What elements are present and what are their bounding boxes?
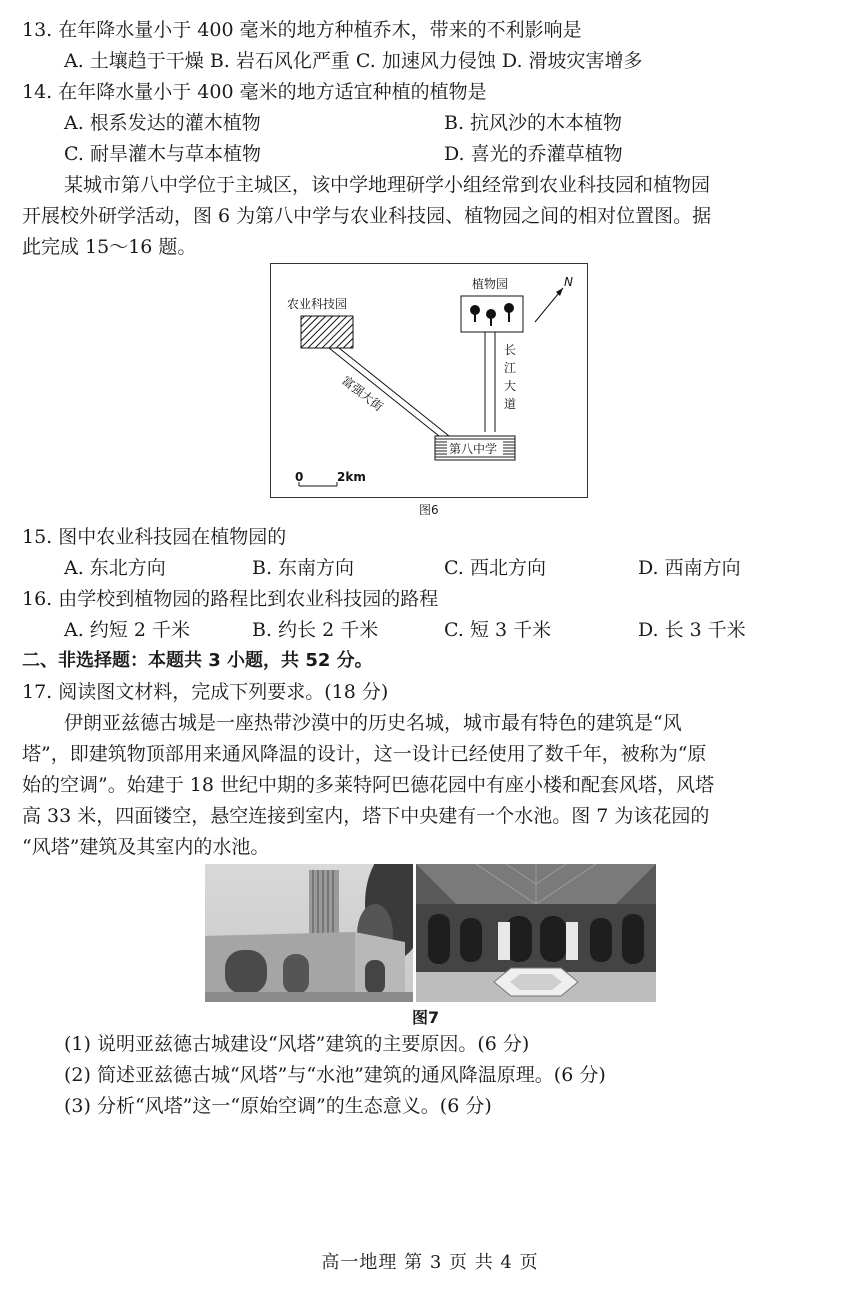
q15-option-a: A. 东北方向 xyxy=(64,557,166,579)
scale-bar xyxy=(299,482,337,486)
q15-option-b: B. 东南方向 xyxy=(252,557,355,579)
agri-park-block xyxy=(301,316,353,348)
q17-stem: 17. 阅读图文材料，完成下列要求。(18 分) xyxy=(22,681,389,703)
q15-option-c: C. 西北方向 xyxy=(444,557,546,579)
q17-para-line-1: 伊朗亚兹德古城是一座热带沙漠中的历史名城，城市最有特色的建筑是“风 xyxy=(64,712,682,734)
intro-line-3: 此完成 15～16 题。 xyxy=(22,236,197,258)
wind-tower-interior-pool-photo xyxy=(416,864,656,1002)
figure-6-map xyxy=(270,263,588,498)
section-2-heading: 二、非选择题：本题共 3 小题，共 52 分。 xyxy=(22,650,373,671)
school-label: 第八中学 xyxy=(449,442,498,456)
q14-option-a: A. 根系发达的灌木植物 xyxy=(64,112,261,134)
scale-km: 2km xyxy=(337,470,366,484)
changjiang-label-4: 道 xyxy=(504,397,517,411)
scale-zero: 0 xyxy=(295,470,304,484)
wind-tower-exterior-photo xyxy=(205,864,413,1002)
q16-option-b: B. 约长 2 千米 xyxy=(252,619,379,641)
q14-stem: 14. 在年降水量小于 400 毫米的地方适宜种植的植物是 xyxy=(22,81,487,103)
q15-option-d: D. 西南方向 xyxy=(638,557,741,579)
q17-para-line-4: 高 33 米，四面镂空，悬空连接到室内，塔下中央建有一个水池。图 7 为该花园的 xyxy=(22,805,710,827)
q17-para-line-5: “风塔”建筑及其室内的水池。 xyxy=(22,836,270,858)
intro-line-2: 开展校外研学活动，图 6 为第八中学与农业科技园、植物园之间的相对位置图。据 xyxy=(22,205,712,227)
page-footer: 高一地理 第 3 页 共 4 页 xyxy=(321,1252,539,1273)
changjiang-label-1: 长 xyxy=(504,343,517,357)
q17-para-line-3: 始的空调”。始建于 18 世纪中期的多莱特阿巴德花园中有座小楼和配套风塔，风塔 xyxy=(22,774,714,796)
fuqiang-road-edge-1 xyxy=(329,348,439,436)
q14-option-b: B. 抗风沙的木本植物 xyxy=(444,112,623,134)
q17-para-line-2: 塔”，即建筑物顶部用来通风降温的设计，这一设计已经使用了数千年，被称为“原 xyxy=(22,743,707,765)
changjiang-label-2: 江 xyxy=(504,361,517,375)
map-svg xyxy=(271,264,587,497)
q17-sub-2: (2) 简述亚兹德古城“风塔”与“水池”建筑的通风降温原理。(6 分) xyxy=(64,1064,606,1086)
q16-option-a: A. 约短 2 千米 xyxy=(64,619,190,641)
q16-stem: 16. 由学校到植物园的路程比到农业科技园的路程 xyxy=(22,588,439,610)
north-arrow-icon xyxy=(535,288,563,322)
q17-sub-1: (1) 说明亚兹德古城建设“风塔”建筑的主要原因。(6 分) xyxy=(64,1033,530,1055)
fuqiang-road-label: 富强大街 xyxy=(339,373,386,414)
intro-line-1: 某城市第八中学位于主城区，该中学地理研学小组经常到农业科技园和植物园 xyxy=(64,174,711,196)
agri-park-label: 农业科技园 xyxy=(287,297,348,311)
q17-sub-3: (3) 分析“风塔”这一“原始空调”的生态意义。(6 分) xyxy=(64,1095,492,1117)
q13-options: A. 土壤趋于干燥 B. 岩石风化严重 C. 加速风力侵蚀 D. 滑坡灾害增多 xyxy=(64,50,643,72)
north-label: N xyxy=(564,275,573,289)
changjiang-label-3: 大 xyxy=(504,379,517,393)
q13-stem: 13. 在年降水量小于 400 毫米的地方种植乔木，带来的不利影响是 xyxy=(22,19,582,41)
q14-option-c: C. 耐旱灌木与草本植物 xyxy=(64,143,261,165)
q15-stem: 15. 图中农业科技园在植物园的 xyxy=(22,526,287,548)
figure-7-caption: 图7 xyxy=(412,1008,440,1027)
q16-option-c: C. 短 3 千米 xyxy=(444,619,552,641)
q14-option-d: D. 喜光的乔灌草植物 xyxy=(444,143,623,165)
botanical-garden-label: 植物园 xyxy=(472,277,509,291)
figure-6-caption: 图6 xyxy=(419,503,439,517)
q16-option-d: D. 长 3 千米 xyxy=(638,619,746,641)
